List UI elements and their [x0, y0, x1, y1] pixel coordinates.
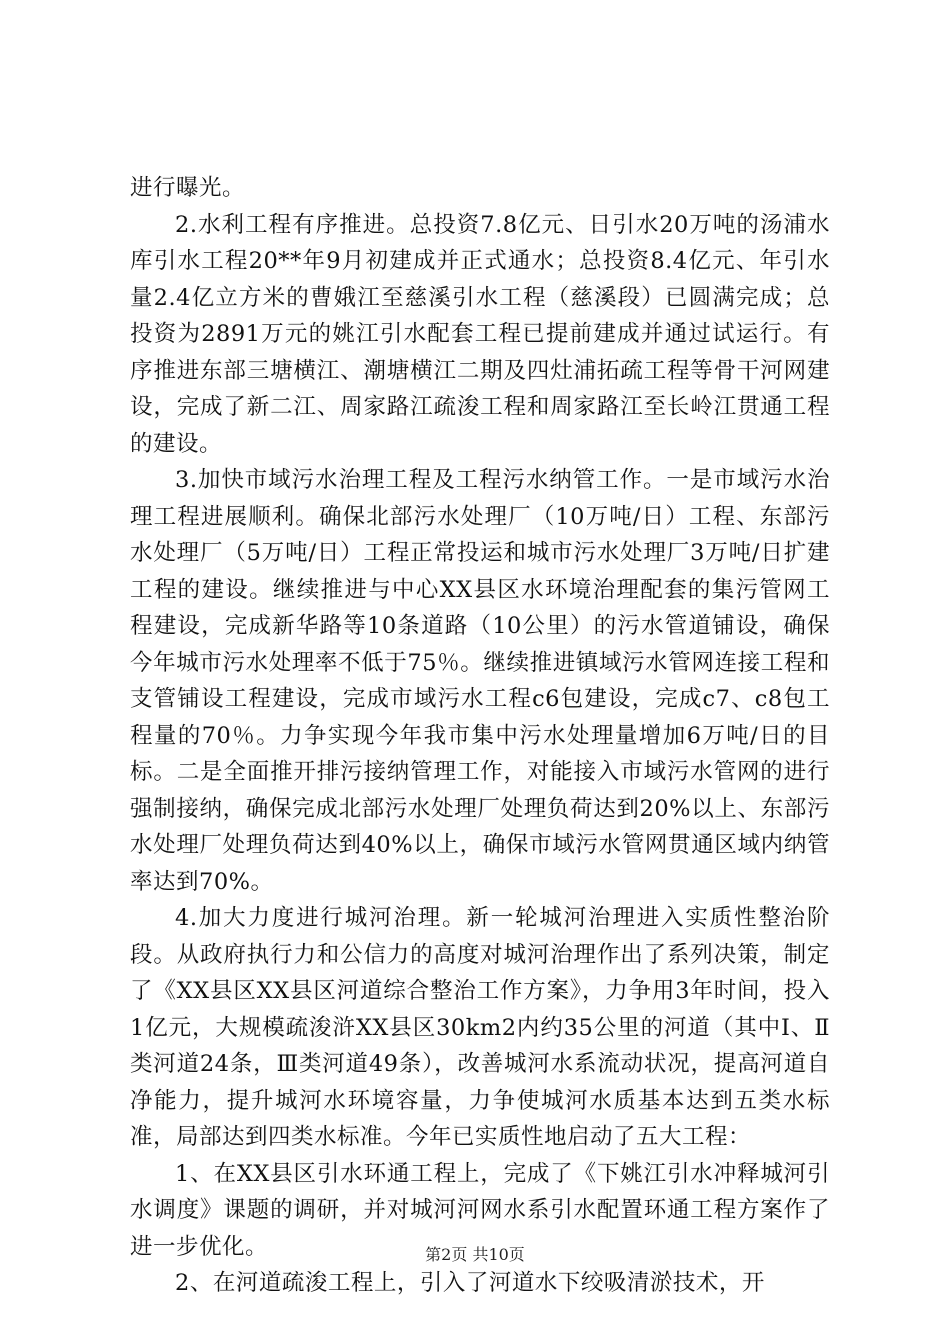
page-footer: 第2页 共10页 [425, 1245, 525, 1264]
paragraph-water-conservancy: 2.水利工程有序推进。总投资7.8亿元、日引水20万吨的汤浦水库引水工程20**年9月初建成并正式通水；总投资8.4亿元、年引水量2.4亿立方米的曹娥江至慈溪引水工程（慈溪段）已圆满完成；总投资为2891万元的姚江引水配套工程已提前建成并通过试运行。有序推进东部三塘横江、潮塘横江二期及四灶浦拓疏工程等骨干河网建设，完成了新二江、周家路江疏浚工程和周家路江至长岭江贯通工程的建设。 [130, 211, 830, 457]
document-body [130, 170, 830, 1302]
paragraph-river-governance: 4.加大力度进行城河治理。新一轮城河治理进入实质性整治阶段。从政府执行力和公信力的高度对城河治理作出了系列决策，制定了《XX县区XX县区河道综合整治工作方案》，力争用3年时间，投入1亿元，大规模疏浚浒XX县区30km2内约35公里的河道（其中Ⅰ、Ⅱ类河道24条，Ⅲ类河道49条），改善城河水系流动状况，提高河道自净能力，提升城河水环境容量，力争使城河水质基本达到五类水标准，局部达到四类水标准。今年已实质性地启动了五大工程： [130, 905, 830, 1150]
paragraph-water-diversion: 1、在XX县区引水环通工程上，完成了《下姚江引水冲释城河引水调度》课题的调研，并对城河河网水系引水配置环通工程方案作了进一步优化。 [130, 1160, 830, 1260]
paragraph-continuation: 进行曝光。 [130, 175, 246, 201]
paragraph-sewage-treatment: 3.加快市域污水治理工程及工程污水纳管工作。一是市域污水治理工程进展顺利。确保北部污水处理厂（10万吨/日）工程、东部污水处理厂（5万吨/日）工程正常投运和城市污水处理厂3万吨/日扩建工程的建设。继续推进与中心XX县区水环境治理配套的集污管网工程建设，完成新华路等10条道路（10公里）的污水管道铺设，确保今年城市污水处理率不低于75％。继续推进镇域污水管网连接工程和支管铺设工程建设，完成市域污水工程c6包建设，完成c7、c8包工程量的70％。力争实现今年我市集中污水处理量增加6万吨/日的目标。二是全面推开排污接纳管理工作，对能接入市域污水管网的进行强制接纳，确保完成北部污水处理厂处理负荷达到20%以上、东部污水处理厂处理负荷达到40%以上，确保市域污水管网贯通区域内纳管率达到70%。 [130, 467, 830, 895]
paragraph-dredging: 2、在河道疏浚工程上，引入了河道水下绞吸清淤技术，开 [175, 1270, 765, 1296]
